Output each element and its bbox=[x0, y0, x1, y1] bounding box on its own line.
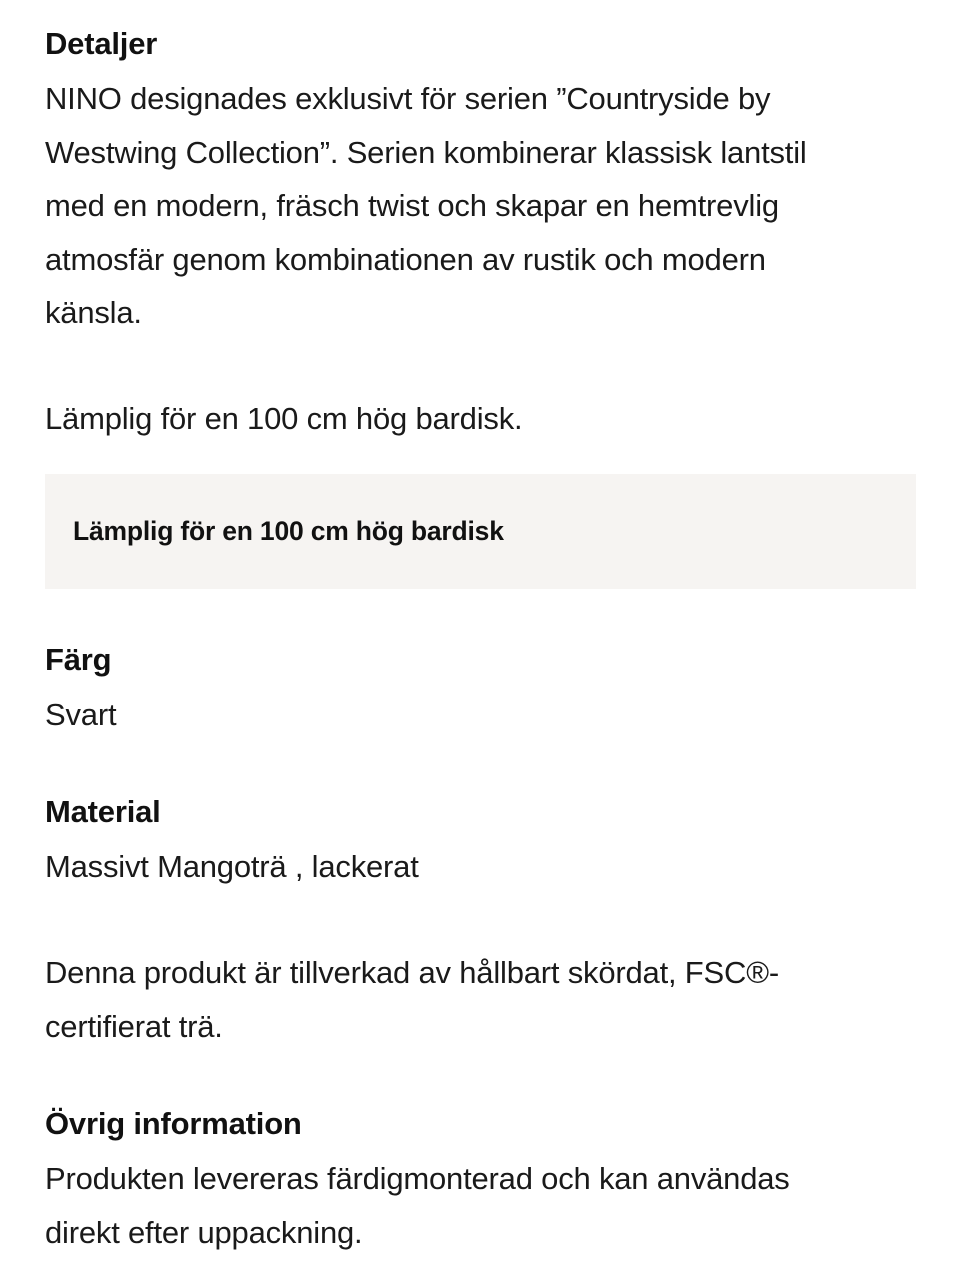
color-heading: Färg bbox=[45, 642, 112, 677]
details-description-line: NINO designades exklusivt för serien ”Countryside by bbox=[45, 81, 771, 116]
details-description-line: med en modern, fräsch twist och skapar en hemtrevlig bbox=[45, 188, 779, 223]
other-info-line: Produkten levereras färdigmonterad och kan användas bbox=[45, 1161, 790, 1196]
material-heading: Material bbox=[45, 794, 161, 829]
details-description-line: Westwing Collection”. Serien kombinerar klassisk lantstil bbox=[45, 134, 807, 170]
color-value: Svart bbox=[45, 697, 117, 732]
suitability-text: Lämplig för en 100 cm hög bardisk. bbox=[45, 401, 523, 436]
suitability-highlight-box bbox=[45, 474, 916, 589]
other-info-heading: Övrig information bbox=[45, 1106, 302, 1141]
details-description-line: känsla. bbox=[45, 295, 142, 330]
details-description bbox=[45, 72, 917, 340]
other-info-text bbox=[45, 1152, 917, 1259]
details-description-line: atmosfär genom kombinationen av rustik och modern bbox=[45, 241, 766, 277]
sustainability-text bbox=[45, 946, 917, 1053]
sustainability-line: Denna produkt är tillverkad av hållbart skördat, FSC®- bbox=[45, 955, 779, 990]
material-value: Massivt Mangoträ , lackerat bbox=[45, 849, 419, 884]
sustainability-line: certifierat trä. bbox=[45, 1008, 223, 1044]
details-heading: Detaljer bbox=[45, 26, 158, 61]
other-info-line: direkt efter uppackning. bbox=[45, 1214, 363, 1250]
suitability-highlight-label: Lämplig för en 100 cm hög bardisk bbox=[73, 516, 504, 546]
